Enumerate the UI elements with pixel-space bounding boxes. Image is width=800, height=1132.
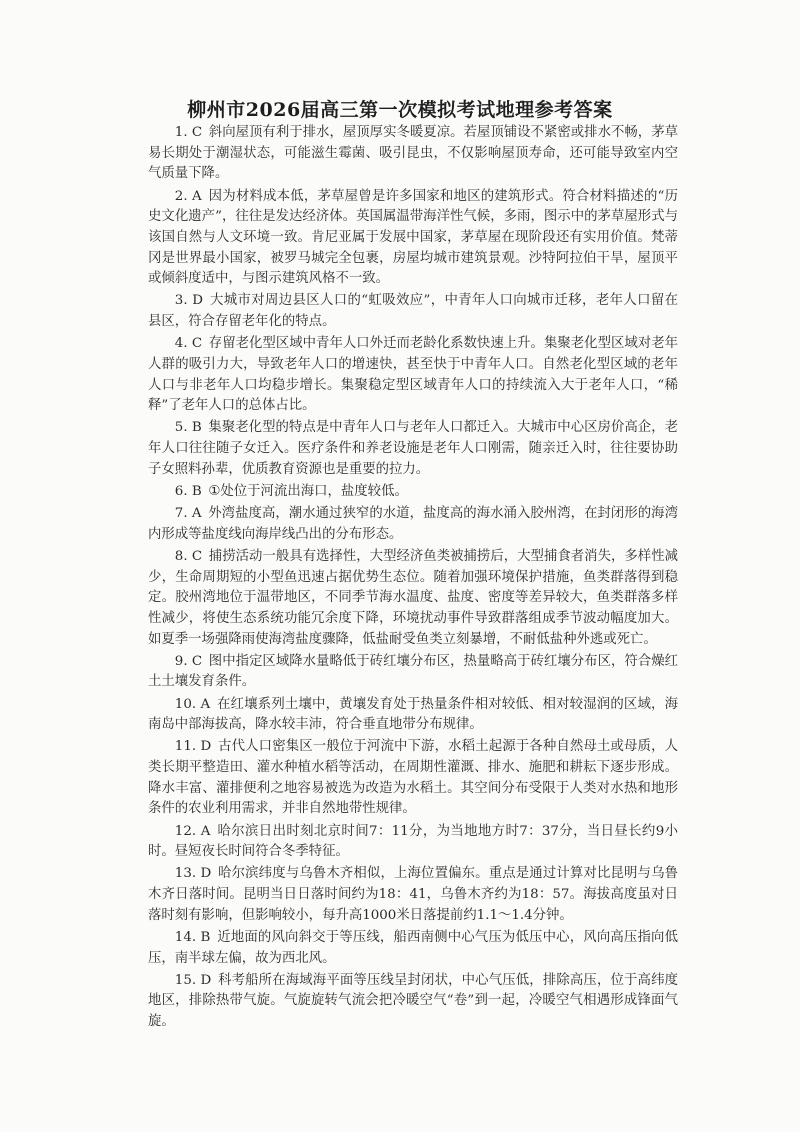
answer-item bbox=[148, 695, 678, 736]
answer-number: 15. D bbox=[174, 972, 212, 988]
answer-item bbox=[148, 737, 678, 820]
answer-number: 8. C bbox=[174, 548, 203, 564]
answer-number: 2. A bbox=[174, 188, 202, 204]
answer-text: 在红壤系列土壤中，黄壤发育处于热量条件相对较低、相对较湿润的区域，海南岛中部海拔高，降水较丰沛，符合垂直地带分布规律。 bbox=[148, 696, 678, 733]
answer-item bbox=[148, 123, 678, 185]
answer-number: 1. C bbox=[174, 125, 203, 140]
answer-number: 6. B bbox=[174, 483, 202, 499]
answer-item bbox=[148, 928, 678, 969]
answer-number: 4. C bbox=[174, 336, 203, 352]
answer-number: 10. A bbox=[174, 696, 211, 712]
answer-item bbox=[148, 482, 678, 503]
answer-item bbox=[148, 418, 678, 480]
answer-text: 存留老化型区域中青年人口外迁而老龄化系数快速上升。集聚老化型区域对老年人群的吸引力大，导致老年人口的增速快，甚至快于中青年人口。自然老化型区域的老年人口与非老年人口均稳步增长。集聚稳定型区域青年人口的持续流入大于老年人口，“稀释”了老年人口的总体占比。 bbox=[148, 336, 678, 414]
answer-text: 斜向屋顶有利于排水，屋顶厚实冬暖夏凉。若屋顶铺设不紧密或排水不畅，茅草易长期处于潮湿状态，可能滋生霉菌、吸引昆虫，不仅影响屋顶寿命，还可能导致室内空气质量下降。 bbox=[148, 125, 678, 182]
answer-number: 14. B bbox=[174, 929, 211, 945]
answer-text: 古代人口密集区一般位于河流中下游，水稻土起源于各种自然母土或母质，人类长期平整造田、灌水种植水稻等活动，在周期性灌溉、排水、施肥和耕耘下逐步形成。降水丰富、灌排便利之地容易被选为改造为水稻土。其空间分布受限于人类对水热和地形条件的农业利用需求，并非自然地带性规律。 bbox=[148, 739, 678, 817]
answer-text: 因为材料成本低，茅草屋曾是许多国家和地区的建筑形式。符合材料描述的“历史文化遗产”，往往是发达经济体。英国属温带海洋性气候，多雨，图示中的茅草屋形式与该国自然与人文环境一致。肯尼亚属于发展中国家，茅草屋在现阶段还有实用价值。梵蒂冈是世界最小国家，被罗马城完全包裹，房屋均城市建筑景观。沙特阿拉伯干旱，屋顶平或倾斜度适中，与图示建筑风格不一致。 bbox=[148, 188, 679, 287]
answer-text: 外湾盐度高，潮水通过狭窄的水道，盐度高的海水涌入胶州湾，在封闭形的海湾内形成等盐度线向海岸线凸出的分布形态。 bbox=[148, 506, 678, 542]
answer-text: 近地面的风向斜交于等压线，船西南侧中心气压为低压中心，风向高压指向低压，南半球左偏，故为西北风。 bbox=[148, 929, 678, 966]
answer-item bbox=[148, 822, 678, 863]
answer-text: 集聚老化型的特点是中青年人口与老年人口都迁入。大城市中心区房价高企，老年人口往往随子女迁入。医疗条件和养老设施是老年人口刚需，随亲迁入时，往往要协助子女照料孙辈，优质教育资源也是重要的拉力。 bbox=[148, 420, 679, 477]
answer-item bbox=[148, 971, 678, 1033]
answer-list bbox=[148, 123, 678, 1033]
answer-number: 9. C bbox=[174, 653, 203, 669]
document-title: 柳州市2026届高三第一次模拟考试地理参考答案 bbox=[187, 99, 613, 121]
answer-text: 大城市对周边县区人口的“虹吸效应”，中青年人口向城市迁移，老年人口留在县区，符合存留老年化的特点。 bbox=[148, 293, 678, 330]
answer-text: 图中指定区域降水量略低于砖红壤分布区，热量略高于砖红壤分布区，符合燥红土土壤发育条件。 bbox=[148, 653, 678, 690]
answer-number: 3. D bbox=[174, 293, 203, 309]
answer-text: 哈尔滨日出时刻北京时间7：11分，为当地地方时7：37分，当日昼长约9小时。昼短夜长时间符合冬季特征。 bbox=[148, 823, 678, 860]
answer-number: 11. D bbox=[174, 739, 212, 755]
answer-number: 5. B bbox=[174, 420, 202, 436]
answer-number: 7. A bbox=[174, 506, 202, 521]
answer-item bbox=[148, 334, 678, 417]
answer-item bbox=[148, 864, 678, 926]
answer-number: 13. D bbox=[174, 866, 212, 882]
answer-text: 哈尔滨纬度与乌鲁木齐相似，上海位置偏东。重点是通过计算对比昆明与乌鲁木齐日落时间。昆明当日日落时间约为18：41，乌鲁木齐约为18：57。海拔高度虽对日落时刻有影响，但影响较小，每升高1000米日落提前约1.1～1.4分钟。 bbox=[148, 866, 678, 923]
answer-item bbox=[148, 504, 678, 545]
answer-item bbox=[148, 547, 678, 651]
answer-item bbox=[148, 652, 678, 693]
answer-item bbox=[148, 291, 678, 332]
answer-number: 12. A bbox=[174, 823, 211, 839]
answer-text: ①处位于河流出海口，盐度较低。 bbox=[208, 483, 408, 499]
answer-text: 捕捞活动一般具有选择性，大型经济鱼类被捕捞后，大型捕食者消失，多样性减少，生命周期短的小型鱼迅速占据优势生态位。随着加强环境保护措施，鱼类群落得到稳定。胶州湾地位于温带地区，不同季节海水温度、盐度、密度等差异较大，鱼类群落多样性减少，将使生态系统功能冗余度下降，环境扰动事件导致群落组成季节波动幅度加大。如夏季一场强降雨使海湾盐度骤降，低盐耐受鱼类立刻暴增，不耐低盐种外逃或死亡。 bbox=[148, 548, 678, 647]
answer-item bbox=[148, 187, 678, 291]
answer-text: 科考船所在海域海平面等压线呈封闭状，中心气压低，排除高压，位于高纬度地区，排除热带气旋。气旋旋转气流会把冷暖空气“卷”到一起，冷暖空气相遇形成锋面气旋。 bbox=[148, 972, 678, 1029]
